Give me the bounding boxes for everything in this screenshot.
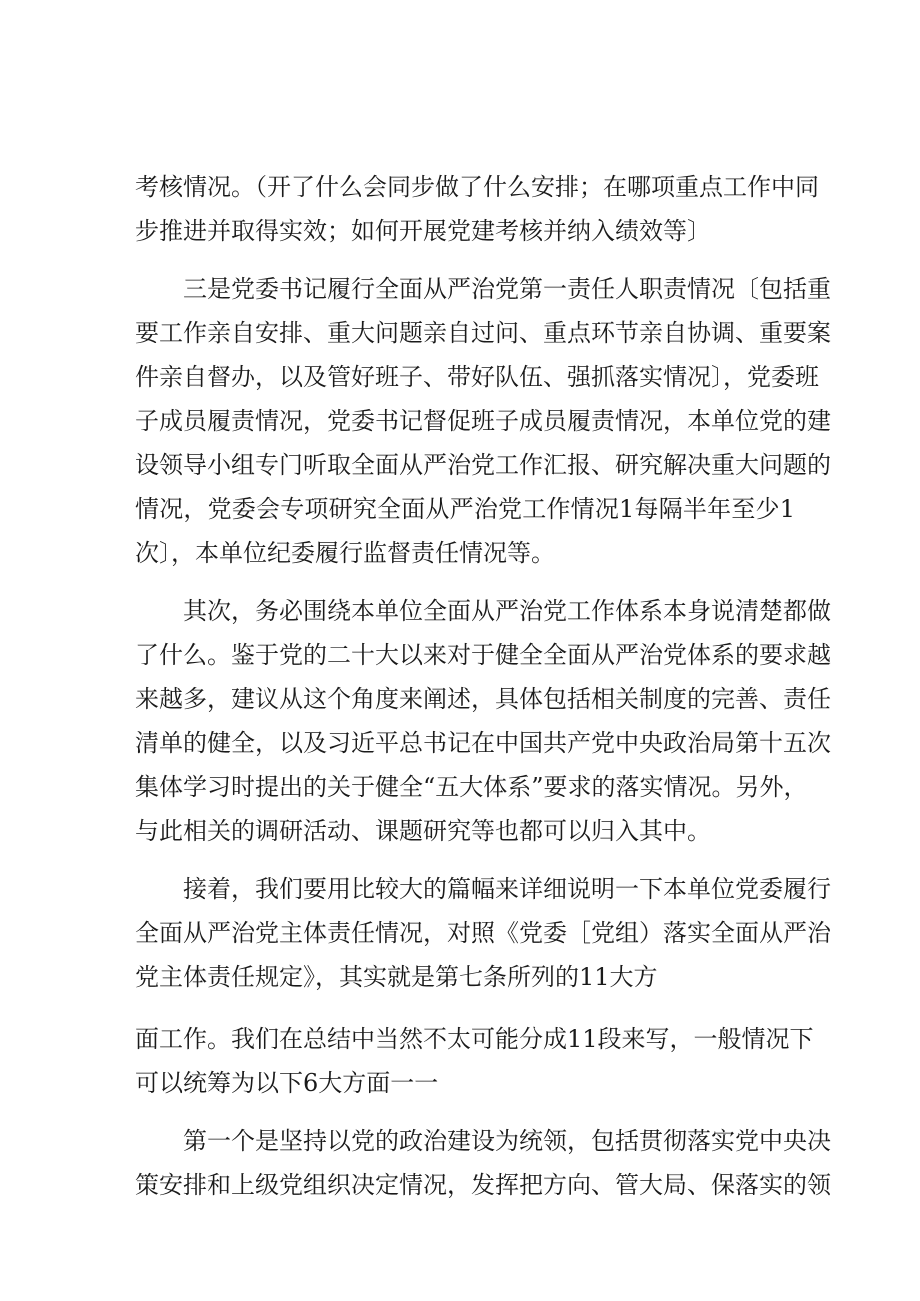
text-line: 集体学习时提出的关于健全“五大体系”要求的落实情况。另外， [135, 773, 808, 801]
text-line: 件亲自督办，以及管好班子、带好队伍、强抓落实情况〕，党委班 [135, 363, 819, 391]
text-line: 步推进并取得实效；如何开展党建考核并纳入绩效等〕 [135, 217, 711, 245]
paragraph-start-line: 三是党委书记履行全面从严治党第一责任人职责情况〔包括重 [183, 275, 831, 303]
paragraph-start-line: 接着，我们要用比较大的篇幅来详细说明一下本单位党委履行 [183, 875, 831, 903]
text-line: 情况，党委会专项研究全面从严治党工作情况1每隔半年至少1 [135, 495, 795, 523]
text-line: 面工作。我们在总结中当然不太可能分成11段来写，一般情况下 [135, 1025, 814, 1053]
paragraph-start-line: 第一个是坚持以党的政治建设为统领，包括贯彻落实党中央决 [183, 1127, 831, 1155]
text-line: 了什么。鉴于党的二十大以来对于健全全面从严治党体系的要求越 [135, 641, 831, 669]
text-line: 要工作亲自安排、重大问题亲自过问、重点环节亲自协调、重要案 [135, 319, 831, 347]
text-line: 策安排和上级党组织决定情况，发挥把方向、管大局、保落实的领 [135, 1171, 831, 1199]
text-line: 子成员履责情况，党委书记督促班子成员履责情况，本单位党的建 [135, 407, 831, 435]
text-line: 清单的健全，以及习近平总书记在中国共产党中央政治局第十五次 [135, 729, 831, 757]
text-line: 可以统筹为以下6大方面一一 [135, 1069, 439, 1097]
text-line: 设领导小组专门听取全面从严治党工作汇报、研究解决重大问题的 [135, 451, 831, 479]
text-line: 全面从严治党主体责任情况，对照《党委［党组）落实全面从严治 [135, 919, 831, 947]
text-line: 来越多，建议从这个角度来阐述，具体包括相关制度的完善、责任 [135, 685, 831, 713]
text-line: 与此相关的调研活动、课题研究等也都可以归入其中。 [135, 817, 711, 845]
text-line: 考核情况。（开了什么会同步做了什么安排；在哪项重点工作中同 [135, 173, 819, 201]
text-line: 次〕，本单位纪委履行监督责任情况等。 [135, 539, 555, 567]
paragraph-start-line: 其次，务必围绕本单位全面从严治党工作体系本身说清楚都做 [183, 597, 831, 625]
text-line: 党主体责任规定》，其实就是第七条所列的11大方 [135, 963, 658, 991]
